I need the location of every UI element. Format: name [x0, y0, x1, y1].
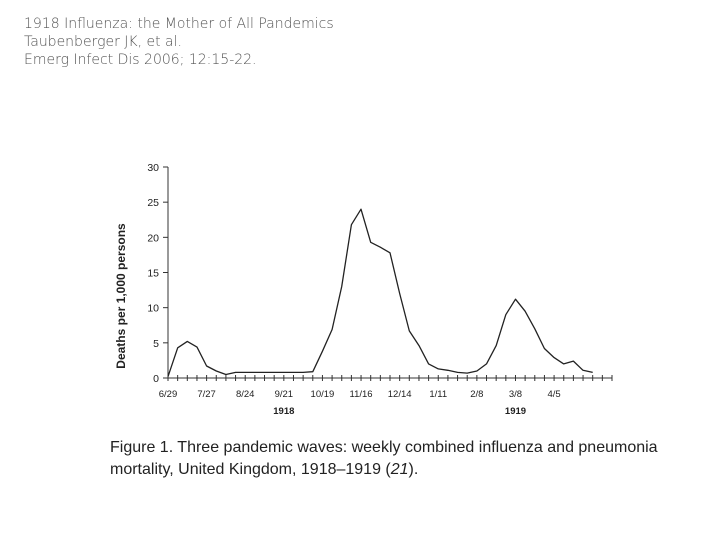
- caption-reference: 21: [390, 461, 409, 478]
- citation-journal: Emerg Infect Dis 2006; 12:15-22.: [24, 52, 257, 68]
- citation-title: 1918 Influenza: the Mother of All Pandemics: [24, 16, 334, 32]
- figure-caption: [110, 437, 670, 481]
- x-tick-label: 2/8: [470, 389, 484, 400]
- caption-end: ).: [408, 461, 419, 478]
- x-tick-label: 4/5: [547, 389, 561, 400]
- x-tick-label: 11/16: [349, 389, 373, 400]
- mortality-series-line: [168, 209, 593, 376]
- year-labels: [273, 406, 526, 417]
- year-label: 1918: [273, 406, 295, 417]
- x-tick-label: 8/24: [235, 389, 255, 400]
- y-axis-ticks: [147, 162, 168, 385]
- x-tick-label: 1/11: [429, 389, 448, 400]
- x-tick-label: 6/29: [158, 389, 178, 400]
- chart-axes: [168, 167, 612, 378]
- y-tick-label: 10: [147, 302, 159, 315]
- year-label: 1919: [504, 406, 527, 417]
- x-axis-ticks: [159, 375, 612, 400]
- y-tick-label: 15: [147, 267, 159, 280]
- x-tick-label: 10/19: [310, 389, 335, 400]
- y-tick-label: 25: [147, 197, 159, 210]
- y-tick-label: 30: [147, 162, 159, 174]
- x-tick-label: 7/27: [197, 389, 216, 400]
- citation-authors: Taubenberger JK, et al.: [24, 34, 182, 50]
- x-tick-label: 12/14: [387, 389, 412, 400]
- caption-text: Figure 1. Three pandemic waves: weekly combined influenza and pneumonia mortality, United Kingdom, 1918–1919 (: [110, 439, 658, 478]
- citation: [24, 15, 334, 69]
- x-tick-label: 9/21: [274, 389, 294, 400]
- y-axis-label: Deaths per 1,000 persons: [114, 223, 128, 369]
- x-tick-label: 3/8: [508, 389, 523, 400]
- y-tick-label: 5: [153, 337, 159, 350]
- mortality-chart: [100, 150, 640, 425]
- y-tick-label: 20: [147, 232, 159, 245]
- y-tick-label: 0: [153, 373, 159, 385]
